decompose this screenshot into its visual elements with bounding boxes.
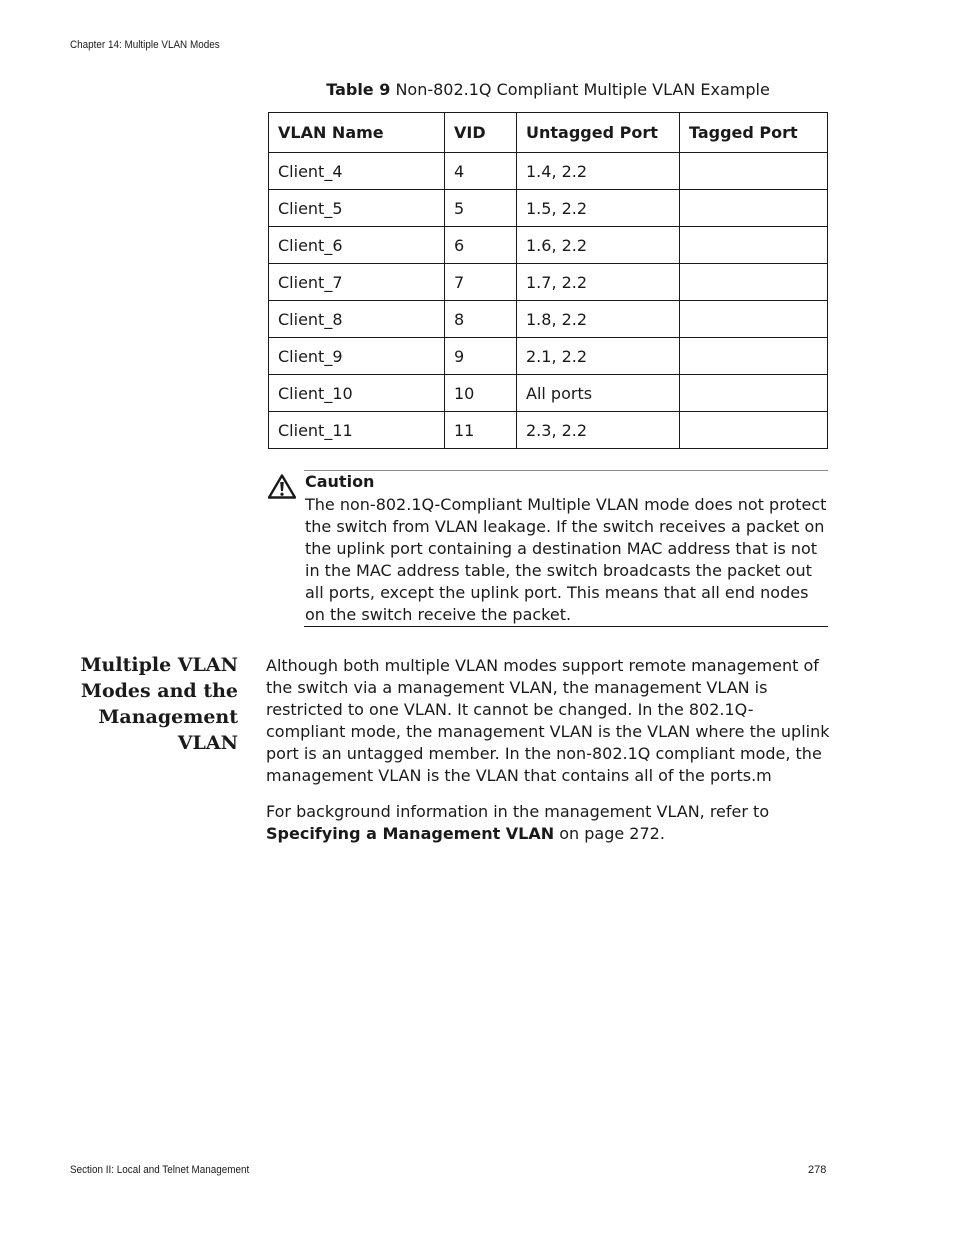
cell-vid: 11 xyxy=(445,412,517,449)
cell-vid: 10 xyxy=(445,375,517,412)
table-row xyxy=(269,264,828,301)
caution-top-rule xyxy=(304,470,828,471)
cell-tagged-port xyxy=(680,227,828,264)
cell-tagged-port xyxy=(680,301,828,338)
section-paragraph-2 xyxy=(266,801,832,845)
caution-bottom-rule xyxy=(304,626,828,627)
table-row xyxy=(269,227,828,264)
page-number: 278 xyxy=(808,1164,827,1176)
table-row xyxy=(269,301,828,338)
cell-untagged-port: 1.5, 2.2 xyxy=(517,190,680,227)
cell-tagged-port xyxy=(680,190,828,227)
caution-title: Caution xyxy=(305,472,375,491)
cell-vlan-name: Client_8 xyxy=(269,301,445,338)
warning-triangle-icon xyxy=(268,474,296,499)
table-row xyxy=(269,153,828,190)
paragraph-2-suffix: on page 272. xyxy=(554,824,665,843)
cell-vid: 4 xyxy=(445,153,517,190)
cell-vid: 9 xyxy=(445,338,517,375)
cell-untagged-port: 1.6, 2.2 xyxy=(517,227,680,264)
cell-vid: 7 xyxy=(445,264,517,301)
table-row xyxy=(269,375,828,412)
running-head: Chapter 14: Multiple VLAN Modes xyxy=(70,39,220,51)
footer-section-title: Section II: Local and Telnet Management xyxy=(70,1164,250,1176)
table-row xyxy=(269,190,828,227)
cell-vlan-name: Client_10 xyxy=(269,375,445,412)
section-heading-line: Multiple VLAN xyxy=(80,654,238,676)
section-heading-line: VLAN xyxy=(177,732,238,754)
cell-untagged-port: 2.3, 2.2 xyxy=(517,412,680,449)
section-heading-line: Modes and the xyxy=(80,680,238,702)
cell-vlan-name: Client_9 xyxy=(269,338,445,375)
cell-tagged-port xyxy=(680,412,828,449)
cell-vid: 5 xyxy=(445,190,517,227)
cell-vlan-name: Client_11 xyxy=(269,412,445,449)
cell-untagged-port: All ports xyxy=(517,375,680,412)
table-row xyxy=(269,412,828,449)
table-caption-label: Table 9 xyxy=(326,80,391,99)
section-paragraph-1: Although both multiple VLAN modes support remote management of the switch via a management VLAN, the management VLAN is restricted to one VLAN. It cannot be changed. In the 802.1Q-compliant mode, the management VLAN is the VLAN where the uplink port is an untagged member. In the non-802.1Q compliant mode, the management VLAN is the VLAN that contains all of the ports.m xyxy=(266,656,830,785)
paragraph-2-prefix: For background information in the management VLAN, refer to xyxy=(266,802,770,821)
vlan-table xyxy=(268,112,828,449)
section-heading-line: Management xyxy=(98,706,238,728)
cell-vid: 6 xyxy=(445,227,517,264)
table-caption-text: Non-802.1Q Compliant Multiple VLAN Example xyxy=(390,80,770,99)
cell-vlan-name: Client_7 xyxy=(269,264,445,301)
table-row xyxy=(269,338,828,375)
column-header-untagged-port: Untagged Port xyxy=(517,113,680,153)
section-heading xyxy=(58,652,238,756)
column-header-vid: VID xyxy=(445,113,517,153)
column-header-tagged-port: Tagged Port xyxy=(680,113,828,153)
caution-body: The non-802.1Q-Compliant Multiple VLAN mode does not protect the switch from VLAN leakage. If the switch receives a packet on the uplink port containing a destination MAC address that is not in the MAC address table, the switch broadcasts the packet out all ports, except the uplink port. This means that all end nodes on the switch receive the packet. xyxy=(305,495,827,624)
cell-vid: 8 xyxy=(445,301,517,338)
cell-vlan-name: Client_6 xyxy=(269,227,445,264)
cell-untagged-port: 1.4, 2.2 xyxy=(517,153,680,190)
table-caption xyxy=(268,80,828,99)
cell-tagged-port xyxy=(680,264,828,301)
cell-tagged-port xyxy=(680,375,828,412)
cell-untagged-port: 1.7, 2.2 xyxy=(517,264,680,301)
cell-untagged-port: 2.1, 2.2 xyxy=(517,338,680,375)
cell-tagged-port xyxy=(680,153,828,190)
cross-reference-link[interactable]: Specifying a Management VLAN xyxy=(266,824,555,843)
cell-vlan-name: Client_4 xyxy=(269,153,445,190)
cell-tagged-port xyxy=(680,338,828,375)
cell-untagged-port: 1.8, 2.2 xyxy=(517,301,680,338)
table-header-row xyxy=(269,113,828,153)
column-header-vlan-name: VLAN Name xyxy=(269,113,445,153)
cell-vlan-name: Client_5 xyxy=(269,190,445,227)
